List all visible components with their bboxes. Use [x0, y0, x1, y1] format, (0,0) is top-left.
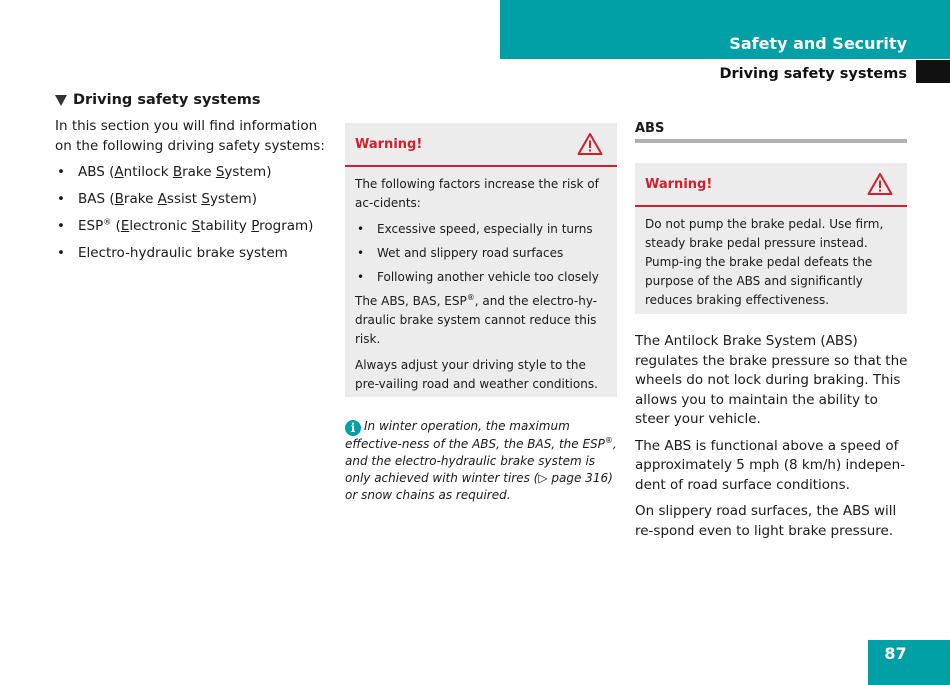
list-item-abs: • ABS (Antilock Brake System) — [55, 162, 330, 182]
heading-rule — [635, 139, 907, 143]
warning-triangle-icon — [867, 172, 893, 196]
warning-intro: The following factors increase the risk of ac-cidents: — [355, 177, 599, 210]
info-icon: i — [345, 420, 361, 436]
section-heading — [55, 92, 330, 108]
paragraph: The ABS is functional above a speed of approximately 5 mph (8 km/h) indepen-dent of road surface conditions. — [635, 437, 906, 493]
intro-text: In this section you will find information on the following driving safety systems: — [55, 118, 325, 154]
list-item-esp: • ESP® (Electronic Stability Program) — [55, 216, 330, 236]
warning-label: Warning! — [645, 176, 713, 192]
list-item-electro-hydraulic: • Electro-hydraulic brake system — [55, 243, 330, 263]
triangle-down-icon — [55, 95, 67, 106]
page-number: 87 — [884, 644, 907, 663]
warning-paragraph: The ABS, BAS, ESP®, and the electro-hy-draulic brake system cannot reduce this risk. — [355, 293, 598, 346]
section-heading-text: Driving safety systems — [73, 92, 261, 108]
systems-list — [55, 162, 330, 263]
list-item: • Wet and slippery road surfaces — [355, 244, 607, 263]
list-item: • Following another vehicle too closely — [355, 268, 607, 287]
warning-label: Warning! — [355, 136, 423, 152]
paragraph: On slippery road surfaces, the ABS will re-spond even to light brake pressure. — [635, 503, 897, 539]
warning-paragraph: Always adjust your driving style to the pre-vailing road and weather conditions. — [355, 358, 598, 391]
paragraph: The Antilock Brake System (ABS) regulates the brake pressure so that the wheels do not lock during braking. This allows you to maintain the ability to steer your vehicle. — [635, 333, 908, 427]
warning-box-brake-pedal — [635, 163, 907, 314]
abs-body — [635, 332, 910, 548]
info-note: i In winter operation, the maximum effective-ness of the ABS, the BAS, the ESP®, and the electro-hydraulic brake system is only achieved with winter tires (▷ page 316) or snow chains as required. — [345, 419, 617, 502]
section-subtitle: Driving safety systems — [719, 66, 907, 82]
warning-text: Do not pump the brake pedal. Use firm, steady brake pedal pressure instead. Pump-ing the brake pedal defeats the purpose of the ABS and significantly reduces braking effectiveness. — [645, 217, 884, 307]
intro-column — [55, 92, 330, 270]
warning-box-risk-factors — [345, 123, 617, 397]
list-item: • Excessive speed, especially in turns — [355, 220, 607, 239]
abs-heading: ABS — [635, 121, 665, 136]
section-marker-tab — [916, 60, 950, 83]
risk-factor-list — [355, 220, 607, 287]
warning-triangle-icon — [577, 132, 603, 156]
chapter-title: Safety and Security — [729, 34, 907, 53]
list-item-bas: • BAS (Brake Assist System) — [55, 189, 330, 209]
